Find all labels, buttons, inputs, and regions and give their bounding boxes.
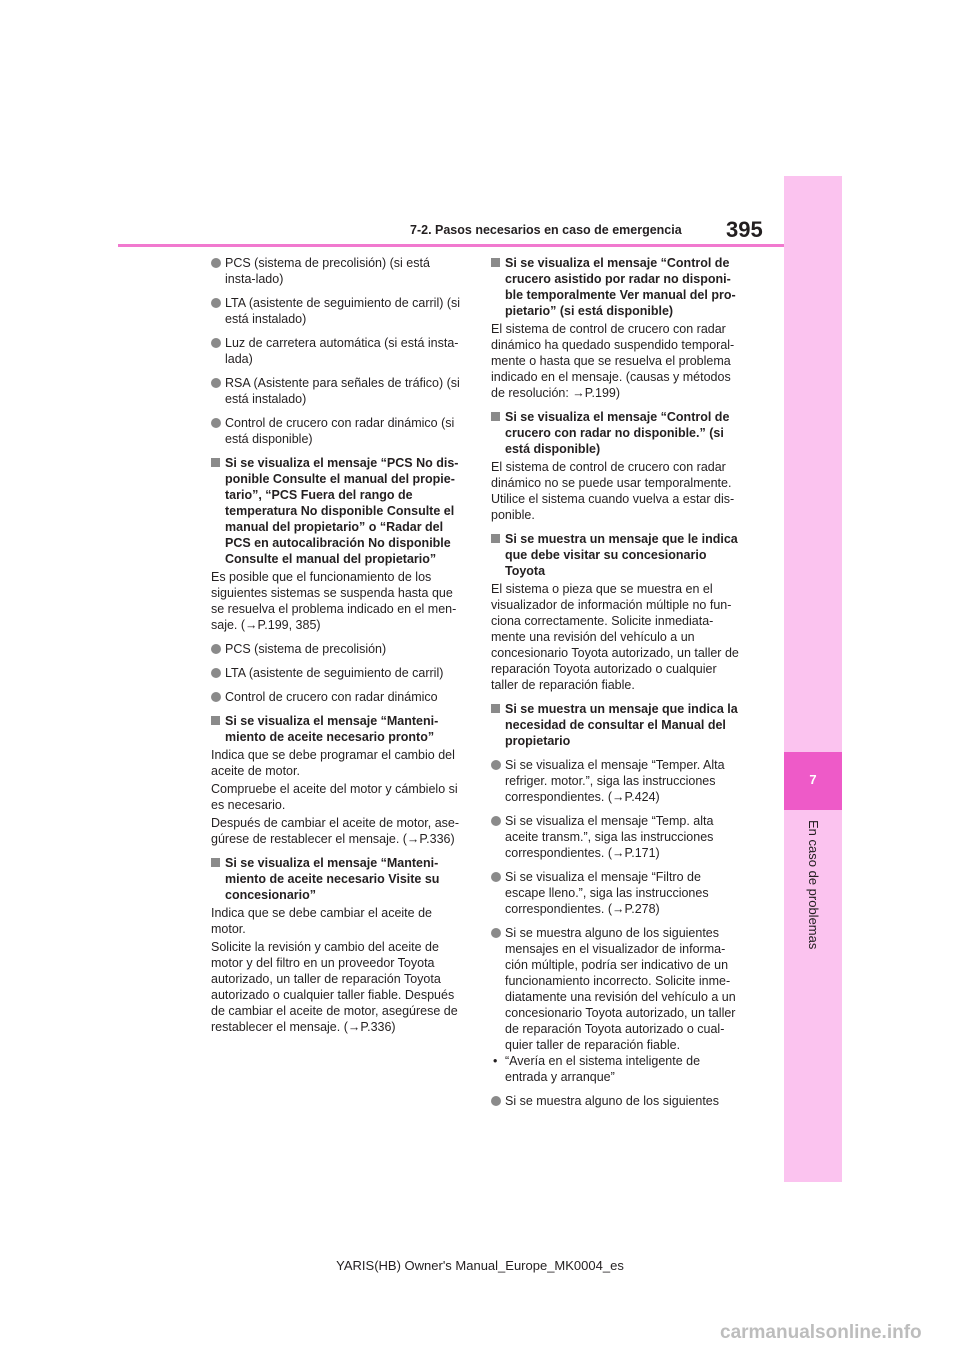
chapter-title: En caso de problemas xyxy=(806,820,821,950)
paragraph: Solicite la revisión y cambio del aceite de motor y del filtro en un proveedor Toyota autorizado, un taller de reparación Toyota autorizado o cualquier taller fiable. Después de cambiar el aceite de motor, asegúrese de restablecer el mensaje. (→P.336) xyxy=(211,940,458,1034)
sub-bullet-mark: • xyxy=(493,1054,498,1068)
list-item: Control de crucero con radar dinámico (si está disponible) xyxy=(211,415,463,447)
bullet-icon xyxy=(491,872,501,882)
list-item: Si se visualiza el mensaje “Temper. Alta refriger. motor.”, siga las instrucciones correspondientes. (→P.424) xyxy=(491,757,743,805)
section-heading-maintenance-visit: Si se visualiza el mensaje “Manteni-miento de aceite necesario Visite su concesionario” xyxy=(211,855,463,903)
list-item: Control de crucero con radar dinámico xyxy=(211,689,463,705)
paragraph: El sistema de control de crucero con radar dinámico ha quedado suspendido temporal-mente o hasta que se resuelva el problema indicado en el mensaje. (causas y métodos de resolución: →P.199) xyxy=(491,322,735,400)
list-item: Si se muestra alguno de los siguientes mensajes en el visualizador de informa-ción múltiple, podría ser indicativo de un funcionamiento incorrecto. Solicite inme-diatamente una revisión del vehículo a un concesionario Toyota autorizado, un taller de reparación Toyota autorizado o cual-quier taller de reparación fiable. xyxy=(491,925,743,1053)
paragraph: Es posible que el funcionamiento de los siguientes sistemas se suspenda hasta que se resuelva el problema indicado en el men-saje. (→P.199, 385) xyxy=(211,570,457,632)
sub-list-item: • “Avería en el sistema inteligente de entrada y arranque” xyxy=(493,1054,701,1084)
bullet-icon xyxy=(211,668,221,678)
bullet-icon xyxy=(211,258,221,268)
footer-doc-id: YARIS(HB) Owner's Manual_Europe_MK0004_es xyxy=(336,1258,624,1273)
bullet-icon xyxy=(491,816,501,826)
bullet-icon xyxy=(491,760,501,770)
list-item: PCS (sistema de precolisión) xyxy=(211,641,463,657)
bullet-icon xyxy=(211,692,221,702)
bullet-icon xyxy=(211,418,221,428)
square-icon xyxy=(211,458,220,467)
section-heading-pcs: Si se visualiza el mensaje “PCS No dis-ponible Consulte el manual del propie-tario”, “PCS Fuera del rango de temperatura No disponible Consulte el manual del propietario” o “Radar del PCS en autocalibración No disponible Consulte el manual del propietario” xyxy=(211,455,463,567)
bullet-icon xyxy=(491,928,501,938)
chapter-title-vertical xyxy=(768,820,858,970)
section-title: 7-2. Pasos necesarios en caso de emergencia xyxy=(410,223,682,237)
paragraph: El sistema o pieza que se muestra en el visualizador de información múltiple no fun-ciona correctamente. Solicite inmediata-mente una revisión del vehículo a un concesionario Toyota autorizado, un taller de reparación Toyota autorizado o cualquier taller de reparación fiable. xyxy=(491,582,739,692)
bullet-icon xyxy=(211,298,221,308)
square-icon xyxy=(491,258,500,267)
bullet-icon xyxy=(491,1096,501,1106)
square-icon xyxy=(491,412,500,421)
bullet-icon xyxy=(211,378,221,388)
list-item: LTA (asistente de seguimiento de carril) xyxy=(211,665,463,681)
square-icon xyxy=(491,704,500,713)
page-number: 395 xyxy=(726,217,763,242)
square-icon xyxy=(491,534,500,543)
list-item: Luz de carretera automática (si está insta-lada) xyxy=(211,335,463,367)
square-icon xyxy=(211,716,220,725)
list-item: PCS (sistema de precolisión) (si está insta-lado) xyxy=(211,255,463,287)
right-column xyxy=(491,255,743,1117)
chapter-sidebar xyxy=(784,176,842,1182)
list-item: LTA (asistente de seguimiento de carril) (si está instalado) xyxy=(211,295,463,327)
paragraph: Indica que se debe cambiar el aceite de motor. xyxy=(211,906,432,936)
list-item: Si se visualiza el mensaje “Filtro de escape lleno.”, siga las instrucciones correspondientes. (→P.278) xyxy=(491,869,743,917)
paragraph: Compruebe el aceite del motor y cámbielo si es necesario. xyxy=(211,782,458,812)
paragraph: Después de cambiar el aceite de motor, ase-gúrese de restablecer el mensaje. (→P.336) xyxy=(211,816,460,846)
section-heading-visit-dealer: Si se muestra un mensaje que le indica que debe visitar su concesionario Toyota xyxy=(491,531,743,579)
header-rule xyxy=(118,244,784,247)
bullet-icon xyxy=(211,644,221,654)
section-heading-owners-manual: Si se muestra un mensaje que indica la necesidad de consultar el Manual del propietario xyxy=(491,701,743,749)
section-heading-acc-temporary: Si se visualiza el mensaje “Control de crucero asistido por radar no disponi-ble temporalmente Ver manual del pro-pietario” (si está disponible) xyxy=(491,255,743,319)
list-item: RSA (Asistente para señales de tráfico) (si está instalado) xyxy=(211,375,463,407)
list-item: Si se visualiza el mensaje “Temp. alta aceite transm.”, siga las instrucciones correspondientes. (→P.171) xyxy=(491,813,743,861)
bullet-icon xyxy=(211,338,221,348)
paragraph: Indica que se debe programar el cambio del aceite de motor. xyxy=(211,748,455,778)
section-heading-acc-unavailable: Si se visualiza el mensaje “Control de crucero con radar no disponible.” (si está disponible) xyxy=(491,409,743,457)
square-icon xyxy=(211,858,220,867)
section-heading-maintenance-soon: Si se visualiza el mensaje “Manteni-miento de aceite necesario pronto” xyxy=(211,713,463,745)
left-column xyxy=(211,255,463,1043)
watermark: carmanualsonline.info xyxy=(720,1322,922,1343)
list-item: Si se muestra alguno de los siguientes xyxy=(491,1093,743,1109)
paragraph: El sistema de control de crucero con radar dinámico no se puede usar temporalmente. Utilice el sistema cuando vuelva a estar dis-ponible. xyxy=(491,460,735,522)
chapter-number: 7 xyxy=(809,772,817,787)
